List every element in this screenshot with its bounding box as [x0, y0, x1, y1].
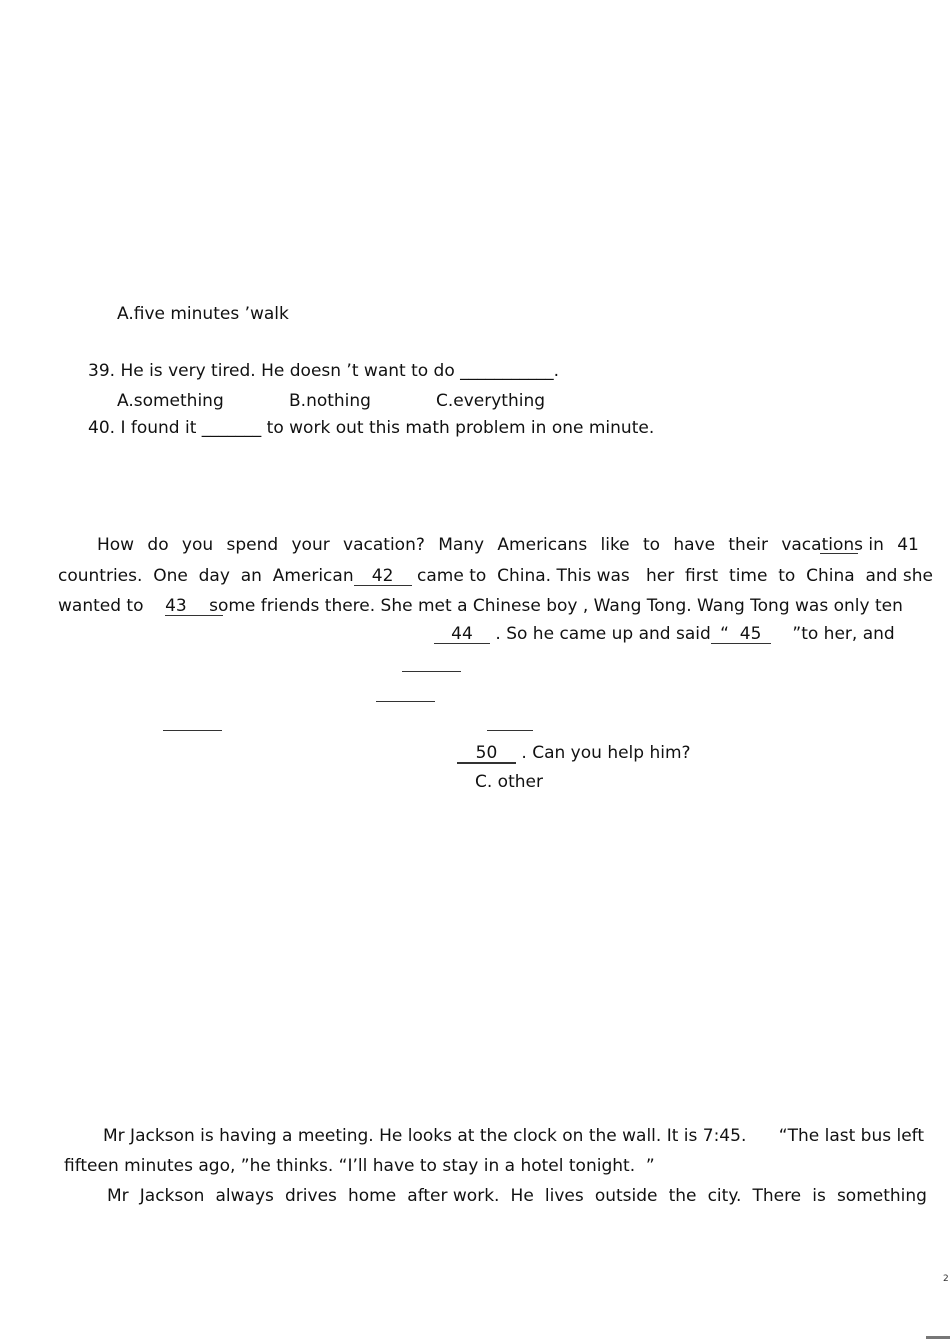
passage-word: after work. [407, 1186, 500, 1206]
cloze-word: have [673, 535, 716, 555]
cloze-word: vacations in [781, 535, 884, 555]
cloze-line-1 [97, 535, 919, 555]
passage-word: outside [594, 1186, 658, 1206]
cloze-word: Many [438, 535, 485, 555]
blank-48-underline [163, 730, 222, 731]
cloze-word: How [97, 535, 135, 555]
cloze-word: spend [226, 535, 279, 555]
cloze-text: some friends there. She met a Chinese boy , Wang Tong. Wang Tong was only ten [209, 596, 903, 616]
q38-option-a: A.five minutes ’walk [117, 304, 289, 324]
passage-word: city. [707, 1186, 742, 1206]
cloze-text: . Can you help him? [521, 743, 691, 763]
passage-word: the [668, 1186, 697, 1206]
page-number: 2 [943, 1274, 949, 1284]
cloze-word: vacation? [343, 535, 425, 555]
cloze-line-9 [457, 743, 691, 764]
passage-word: He [510, 1186, 534, 1206]
passage2-line-1: Mr Jackson is having a meeting. He looks at the clock on the wall. It is 7:45. “The last bus left [103, 1126, 925, 1146]
cloze-word: to [642, 535, 661, 555]
blank-50: 50 [457, 744, 516, 764]
passage2-line-3 [107, 1186, 927, 1206]
passage2-line-2: fifteen minutes ago, ”he thinks. “I’ll have to stay in a hotel tonight. ” [64, 1156, 655, 1176]
passage-word: There [752, 1186, 802, 1206]
passage-word: always [215, 1186, 274, 1206]
passage-word: drives [285, 1186, 337, 1206]
cloze-text: came to China. This was her first time to China and she [417, 566, 933, 586]
passage-word: home [347, 1186, 397, 1206]
q40-question: 40. I found it _______ to work out this math problem in one minute. [88, 418, 655, 438]
cloze-text: countries. One day an American [58, 566, 354, 586]
q39-option-b: B.nothing [289, 391, 371, 411]
cloze-text: wanted to [58, 596, 144, 616]
passage-word: is [812, 1186, 826, 1206]
blank-43: 43 [165, 597, 223, 616]
cloze-line-2 [58, 566, 933, 586]
blank-46-underline [402, 671, 461, 672]
blank-42: 42 [354, 567, 412, 586]
cloze-word: your [291, 535, 330, 555]
q39-question: 39. He is very tired. He doesn ’t want to do ___________. [88, 361, 560, 381]
cloze-text: . So he came up and said [495, 624, 711, 644]
blank-41: 41 [897, 535, 919, 555]
cloze-word: Americans [497, 535, 588, 555]
blank-45: “ 45 [711, 625, 771, 644]
cloze-text: ”to her, and [792, 624, 895, 644]
cloze-word: you [181, 535, 214, 555]
blank-49-underline [487, 730, 533, 731]
cloze-line-4 [434, 624, 895, 644]
blank-47-underline [376, 701, 435, 702]
page-corner-mark [926, 1336, 950, 1339]
passage-word: something [836, 1186, 927, 1206]
cloze-word: do [147, 535, 169, 555]
blank-44: 44 [434, 625, 490, 644]
passage-word: Jackson [139, 1186, 205, 1206]
cloze-line-3 [58, 596, 903, 616]
cloze-word: like [600, 535, 630, 555]
blank-41-underline [820, 553, 858, 554]
cloze-word: their [728, 535, 769, 555]
cloze-option-c: C. other [475, 772, 543, 792]
q39-option-a: A.something [117, 391, 224, 411]
passage-word: Mr [107, 1186, 129, 1206]
q39-option-c: C.everything [436, 391, 546, 411]
passage-word: lives [544, 1186, 584, 1206]
